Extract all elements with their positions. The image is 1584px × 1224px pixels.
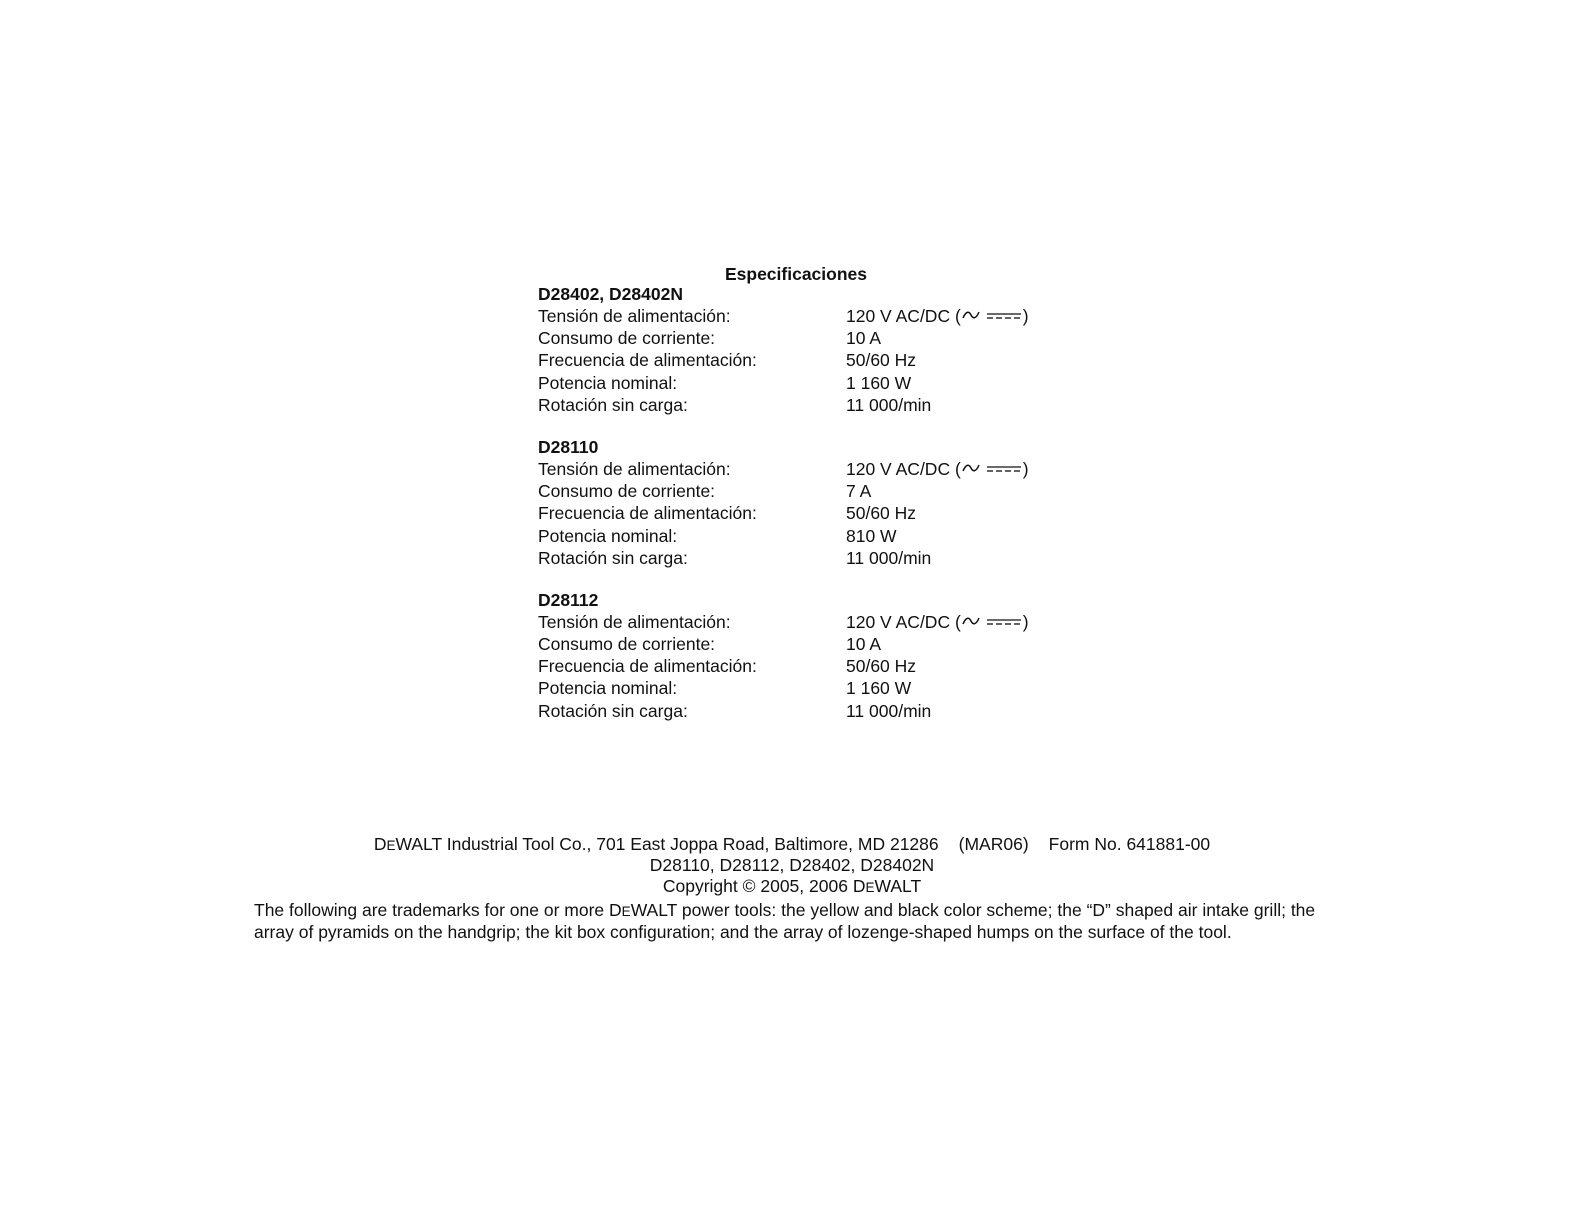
spec-row — [538, 458, 1098, 480]
model-heading: D28110 — [538, 436, 599, 457]
spec-value: 10 A — [846, 634, 882, 655]
spec-row — [538, 547, 1098, 569]
specifications-title: Especificaciones — [724, 264, 868, 284]
spec-label: Consumo de corriente: — [538, 634, 716, 655]
spec-row — [538, 633, 1098, 655]
spec-label: Tensión de alimentación: — [538, 458, 731, 479]
spec-label: Consumo de corriente: — [538, 328, 716, 349]
spec-label: Potencia nominal: — [538, 525, 678, 546]
spec-label: Tensión de alimentación: — [538, 306, 731, 326]
ac-dc-symbol-icon — [961, 462, 1023, 476]
spec-row — [538, 677, 1098, 699]
spec-row — [538, 700, 1098, 722]
trademark-text-start: The following are trademarks for one or more — [254, 900, 605, 920]
spec-row — [538, 305, 1098, 327]
spec-row — [538, 394, 1098, 416]
spec-value: 120 V AC/DC ( ) — [846, 458, 1029, 479]
spec-row — [538, 372, 1098, 394]
specifications-block — [538, 264, 1098, 722]
spec-label: Frecuencia de alimentación: — [538, 656, 757, 677]
spec-value: 120 V AC/DC ( ) — [846, 306, 1029, 326]
spec-label: Tensión de alimentación: — [538, 611, 731, 632]
spec-label: Rotación sin carga: — [538, 547, 688, 568]
spec-label: Frecuencia de alimentación: — [538, 350, 757, 371]
trademark-notice — [254, 900, 1344, 943]
footer-address-line — [0, 834, 1584, 855]
spec-label: Potencia nominal: — [538, 372, 678, 393]
spec-label: Rotación sin carga: — [538, 394, 688, 415]
spec-value: 1 160 W — [846, 678, 912, 699]
spec-label: Frecuencia de alimentación: — [538, 503, 757, 524]
model-section — [538, 590, 1098, 722]
spec-value: 120 V AC/DC ( ) — [846, 611, 1029, 632]
spec-value: 50/60 Hz — [846, 503, 917, 524]
spec-label: Consumo de corriente: — [538, 481, 716, 502]
company-address: Industrial Tool Co., 701 East Joppa Road, Baltimore, MD 21286 — [446, 834, 939, 854]
spec-value: 11 000/min — [846, 700, 932, 721]
spec-label: Rotación sin carga: — [538, 700, 688, 721]
spec-value: 1 160 W — [846, 372, 912, 393]
ac-dc-symbol-icon — [961, 615, 1023, 629]
footer-models-line: D28110, D28112, D28402, D28402N — [649, 855, 935, 875]
spec-row — [538, 349, 1098, 371]
models-list — [538, 284, 1098, 722]
spec-row — [538, 655, 1098, 677]
date-code: (MAR06) — [958, 834, 1029, 854]
spec-label: Potencia nominal: — [538, 678, 678, 699]
copyright-brand: DEWALT — [852, 876, 922, 896]
spec-value: 11 000/min — [846, 547, 932, 568]
model-heading: D28402, D28402N — [538, 284, 683, 304]
brand-name: DEWALT — [373, 834, 442, 854]
spec-value: 50/60 Hz — [846, 350, 917, 371]
spec-row — [538, 480, 1098, 502]
spec-value: 50/60 Hz — [846, 656, 917, 677]
model-section — [538, 284, 1098, 416]
ac-dc-symbol-icon — [961, 309, 1023, 323]
model-section — [538, 437, 1098, 569]
model-heading: D28112 — [538, 589, 599, 610]
spec-value: 7 A — [846, 481, 872, 502]
form-number: Form No. 641881-00 — [1048, 834, 1211, 854]
spec-value: 10 A — [846, 328, 882, 349]
spec-row — [538, 502, 1098, 524]
spec-row — [538, 327, 1098, 349]
spec-row — [538, 525, 1098, 547]
spec-value: 810 W — [846, 525, 897, 546]
trademark-text-end: power tools: the yellow and black color scheme; the “D” shaped air intake grill; the array of pyramids on the handgrip; the kit box configuration; and the array of lozenge-shaped humps on the surface of the tool. — [254, 900, 1316, 942]
footer — [0, 834, 1584, 897]
footer-copyright-line — [0, 876, 1584, 897]
trademark-brand: DEWALT — [609, 900, 678, 920]
copyright-text: Copyright © 2005, 2006 — [662, 876, 848, 896]
spec-row — [538, 611, 1098, 633]
spec-value: 11 000/min — [846, 394, 932, 415]
